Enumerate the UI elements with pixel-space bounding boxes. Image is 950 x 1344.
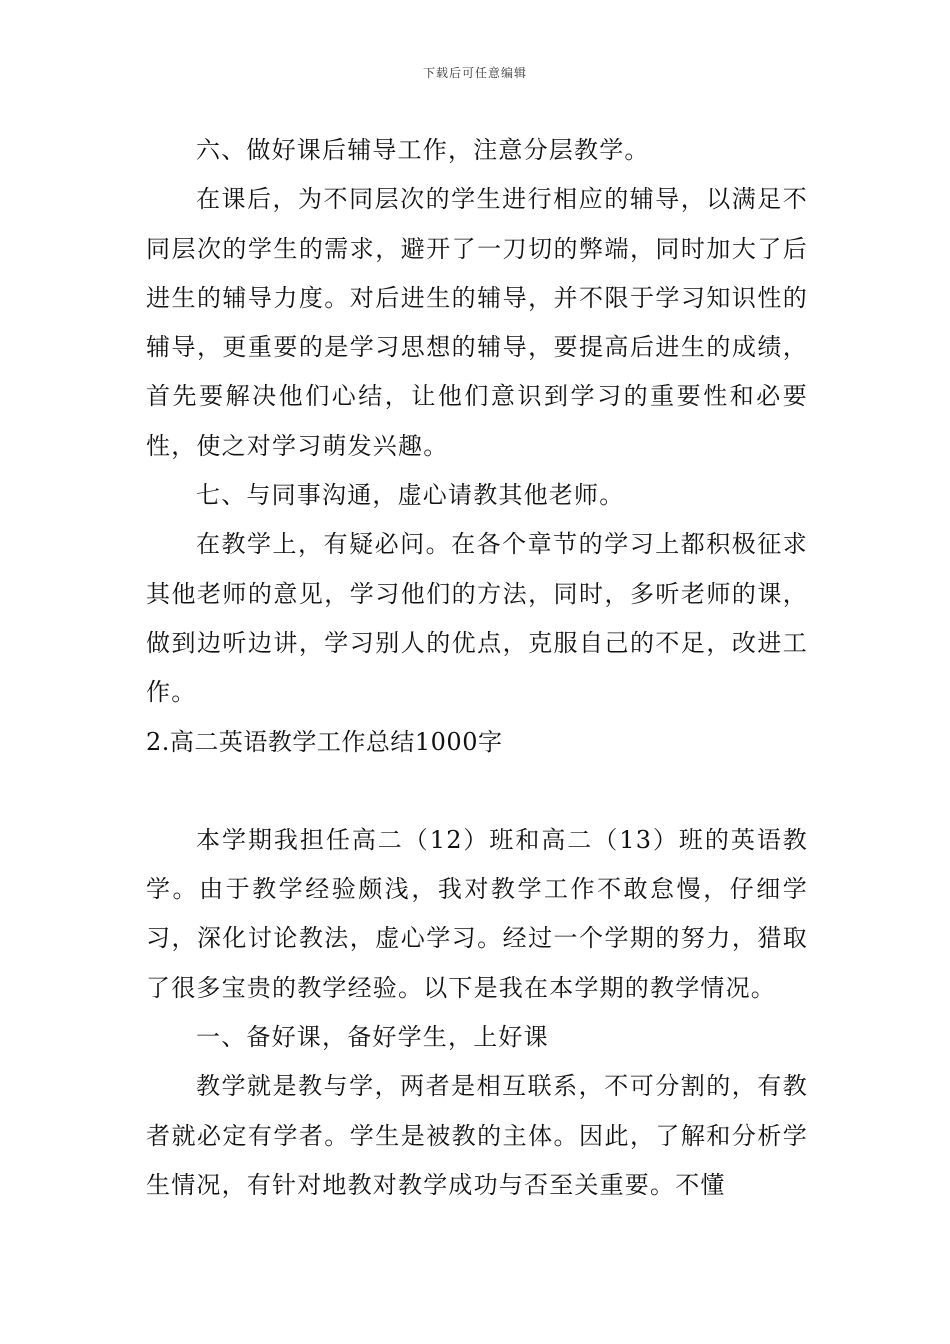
paragraph-heading-seven: 七、与同事沟通，虚心请教其他老师。 [196, 481, 625, 510]
section-title: 2.高二英语教学工作总结1000字 [146, 727, 503, 756]
section-gap [146, 767, 808, 816]
paragraph-intro: 本学期我担任高二（12）班和高二（13）班的英语教学。由于教学经验颇浅，我对教学工作不敢怠慢，仔细学习，深化讨论教法，虚心学习。经过一个学期的努力，猎取了很多宝贵的教学经验。以下是我在本学期的教学情况。 [146, 825, 808, 1002]
document-body [146, 126, 808, 1210]
paragraph-tutoring: 在课后，为不同层次的学生进行相应的辅导，以满足不同层次的学生的需求，避开了一刀切的弊端，同时加大了后进生的辅导力度。对后进生的辅导，并不限于学习知识性的辅导，更重要的是学习思想的辅导，要提高后进生的成绩，首先要解决他们心结，让他们意识到学习的重要性和必要性，使之对学习萌发兴趣。 [146, 185, 808, 460]
paragraph-consulting: 在教学上，有疑必问。在各个章节的学习上都积极征求其他老师的意见，学习他们的方法，同时，多听老师的课，做到边听边讲，学习别人的优点，克服自己的不足，改进工作。 [146, 530, 808, 707]
paragraph-heading-six: 六、做好课后辅导工作，注意分层教学。 [196, 136, 650, 164]
paragraph-heading-one: 一、备好课，备好学生，上好课 [196, 1023, 549, 1052]
page-header: 下载后可任意编辑 [422, 66, 527, 80]
paragraph-teaching: 教学就是教与学，两者是相互联系，不可分割的，有教者就必定有学者。学生是被教的主体。因此，了解和分析学生情况，有针对地教对教学成功与否至关重要。不懂 [146, 1072, 808, 1199]
